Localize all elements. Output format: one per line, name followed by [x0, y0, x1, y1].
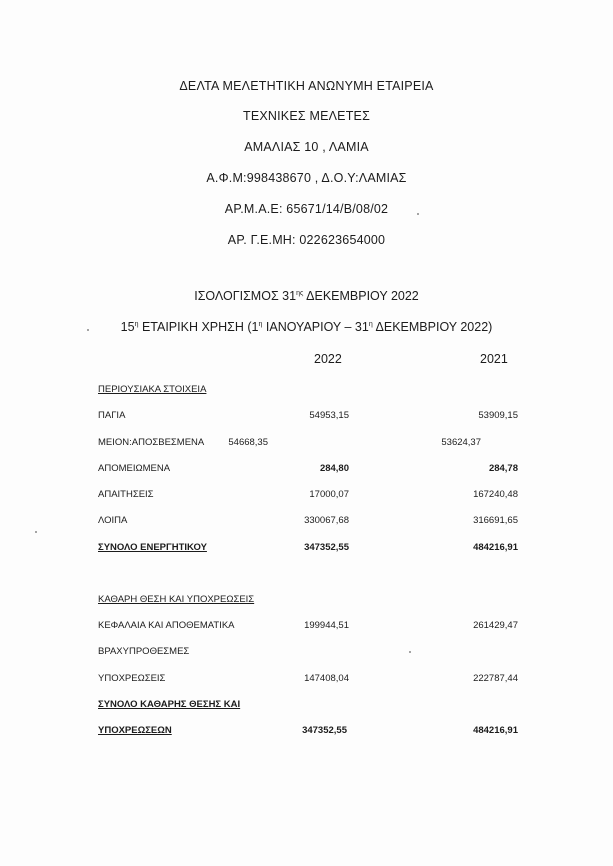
value-fixed-2022: 54953,15: [309, 410, 349, 421]
row-label-equity: ΚΕΦΑΛΑΙΑ ΚΑΙ ΑΠΟΘΕΜΑΤΙΚΑ: [98, 620, 235, 631]
title-part: ΔΕΚΕΜΒΡΙΟΥ 2022: [303, 289, 419, 303]
scan-speck: [87, 329, 89, 331]
title-sup: ης: [296, 289, 304, 297]
subtitle-part: ΕΤΑΙΡΙΚΗ ΧΡΗΣΗ (1: [138, 320, 259, 334]
value-residual-2021: 284,78: [488, 463, 518, 474]
value-fixed-2021: 53909,15: [478, 410, 518, 421]
value-equity-2021: 261429,47: [473, 620, 518, 631]
assets-heading: ΠΕΡΙΟΥΣΙΑΚΑ ΣΤΟΙΧΕΙΑ: [98, 384, 207, 395]
row-label-receivables: ΑΠΑΙΤΗΣΕΙΣ: [98, 489, 154, 500]
gemi-number: ΑΡ. Γ.Ε.ΜΗ: 022623654000: [227, 233, 386, 247]
value-total-liabilities-2021: 484216,91: [473, 725, 518, 736]
row-label-fixed-assets: ΠΑΓΙΑ: [98, 410, 126, 421]
row-label-total-liabilities: ΥΠΟΧΡΕΩΣΕΩΝ: [98, 725, 172, 736]
subtitle-sup: η: [368, 320, 373, 328]
value-depreciation-2021: 53624,37: [441, 437, 481, 448]
row-label-residual: ΑΠΟΜΕΙΩΜΕΝΑ: [98, 463, 171, 474]
subtitle-part: 15: [120, 320, 135, 334]
subtitle-sup: η: [134, 320, 139, 328]
value-receivables-2022: 17000,07: [309, 489, 349, 500]
company-activity: ΤΕΧΝΙΚΕΣ ΜΕΛΕΤΕΣ: [242, 109, 371, 123]
armae-number: ΑΡ.Μ.Α.Ε: 65671/14/Β/08/02: [224, 202, 389, 216]
value-other-2021: 316691,65: [473, 515, 518, 526]
value-total-assets-2022: 347352,55: [304, 542, 349, 553]
liabilities-heading: ΚΑΘΑΡΗ ΘΕΣΗ ΚΑΙ ΥΠΟΧΡΕΩΣΕΙΣ: [98, 594, 255, 605]
row-label-short-term-line1: ΒΡΑΧΥΠΡΟΘΕΣΜΕΣ: [98, 646, 190, 657]
row-label-depreciation: ΜΕΙΟΝ:ΑΠΟΣΒΕΣΜΕΝΑ: [98, 437, 205, 448]
subtitle-part: ΔΕΚΕΜΒΡΙΟΥ 2022): [372, 320, 493, 334]
row-label-total-liabilities-line1: ΣΥΝΟΛΟ ΚΑΘΑΡΗΣ ΘΕΣΗΣ ΚΑΙ: [98, 699, 241, 710]
value-short-term-2021: 222787,44: [473, 673, 518, 684]
tax-id: Α.Φ.Μ:998438670 , Δ.Ο.Υ:ΛΑΜΙΑΣ: [206, 171, 407, 185]
row-label-other: ΛΟΙΠΑ: [98, 515, 128, 526]
value-total-assets-2021: 484216,91: [473, 542, 518, 553]
value-equity-2022: 199944,51: [304, 620, 349, 631]
balance-sheet-title: [0, 289, 613, 303]
fiscal-year-subtitle: [0, 320, 613, 334]
subtitle-part: ΙΑΝΟΥΑΡΙΟΥ – 31: [262, 320, 369, 334]
scan-speck: [35, 531, 37, 533]
value-short-term-2022: 147408,04: [304, 673, 349, 684]
value-depreciation-2022: 54668,35: [228, 437, 268, 448]
subtitle-sup: η: [258, 320, 263, 328]
year-previous-header: 2021: [480, 352, 508, 366]
value-total-liabilities-2022: 347352,55: [302, 725, 347, 736]
row-label-short-term: ΥΠΟΧΡΕΩΣΕΙΣ: [98, 673, 166, 684]
year-current-header: 2022: [314, 352, 342, 366]
scan-speck: [409, 651, 411, 653]
company-address: ΑΜΑΛΙΑΣ 10 , ΛΑΜΙΑ: [244, 140, 369, 154]
value-residual-2022: 284,80: [319, 463, 349, 474]
title-part: ΙΣΟΛΟΓΙΣΜΟΣ 31: [194, 289, 297, 303]
row-label-total-assets: ΣΥΝΟΛΟ ΕΝΕΡΓΗΤΙΚΟΥ: [98, 542, 207, 553]
scan-speck: [417, 213, 419, 215]
value-other-2022: 330067,68: [304, 515, 349, 526]
company-name: ΔΕΛΤΑ ΜΕΛΕΤΗΤΙΚΗ ΑΝΩΝΥΜΗ ΕΤΑΙΡΕΙΑ: [179, 79, 434, 93]
value-receivables-2021: 167240,48: [473, 489, 518, 500]
